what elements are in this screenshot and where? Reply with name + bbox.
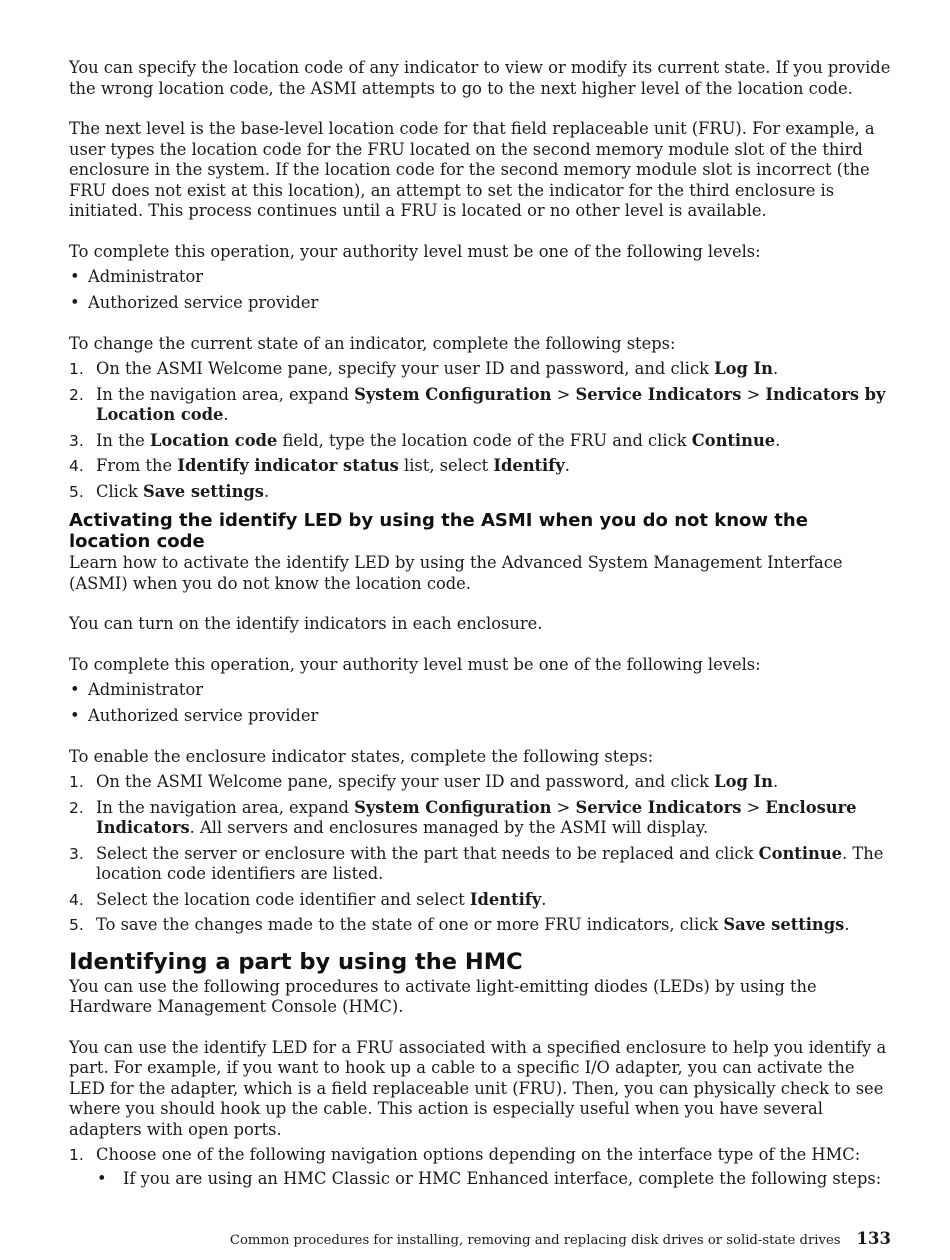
step-item: 4. Select the location code identifier and select Identify.	[69, 889, 547, 909]
bullet-icon: •	[70, 293, 80, 312]
section-description: Learn how to activate the identify LED by using the Advanced System Management Interface (ASMI) when you do not know the location code.	[69, 553, 843, 593]
step-item: 1. On the ASMI Welcome pane, specify your user ID and password, and click Log In.	[69, 359, 779, 378]
hmc-intro-paragraph: You can use the following procedures to activate light-emitting diodes (LEDs) by using the Hardware Management Console (HMC).	[69, 976, 817, 1016]
navigation-options	[96, 1169, 891, 1190]
section-heading-hmc: Identifying a part by using the HMC	[69, 948, 523, 975]
bullet-icon: •	[97, 1168, 107, 1188]
enclosure-steps	[69, 772, 891, 936]
list-item: • Administrator	[70, 267, 204, 286]
steps-intro: To change the current state of an indicator, complete the following steps:	[69, 333, 676, 353]
intro-paragraph: You can specify the location code of any indicator to view or modify its current state. If you provide the wrong location code, the ASMI attempts to go to the next higher level of the location code.	[69, 58, 891, 98]
hmc-identify-paragraph: You can use the identify LED for a FRU associated with a specified enclosure to help you identify a part. For example, if you want to hook up a cable to a specific I/O adapter, you can activate the LED for the adapter, which is a field replaceable unit (FRU). Then, you can physically check to see where you should hook up the cable. This action is especially useful when you have several adapters with open ports.	[69, 1037, 887, 1139]
step-item: 3. In the Location code field, type the location code of the FRU and click Continue.	[69, 430, 781, 450]
list-item: • Authorized service provider	[70, 293, 319, 312]
list-item: • Authorized service provider	[70, 706, 319, 725]
bullet-icon: •	[70, 680, 80, 699]
change-state-steps	[69, 359, 891, 502]
step-item: 5. To save the changes made to the state of one or more FRU indicators, click Save settings.	[69, 915, 850, 934]
authority-list	[69, 680, 891, 727]
hmc-steps	[69, 1145, 891, 1189]
footer-text: Common procedures for installing, removing and replacing disk drives or solid-state drives	[229, 1233, 841, 1248]
page-number: 133	[856, 1229, 891, 1248]
bullet-icon: •	[70, 706, 80, 725]
step-item: 5. Click Save settings.	[69, 481, 270, 501]
page-footer	[69, 1229, 891, 1251]
step-item: 2. In the navigation area, expand System Configuration > Service Indicators > Indicators by Location code.	[69, 384, 886, 424]
authority-intro: To complete this operation, your authority level must be one of the following levels:	[69, 241, 761, 261]
step-item: 1. On the ASMI Welcome pane, specify your user ID and password, and click Log In.	[69, 772, 779, 791]
list-item: • If you are using an HMC Classic or HMC Enhanced interface, complete the following steps:	[97, 1168, 882, 1188]
steps-intro: To enable the enclosure indicator states, complete the following steps:	[69, 746, 654, 766]
bullet-icon: •	[70, 267, 80, 286]
step-item: 4. From the Identify indicator status list, select Identify.	[69, 456, 570, 475]
list-item: • Administrator	[70, 680, 204, 699]
authority-list	[69, 267, 891, 314]
step-item: 1. Choose one of the following navigation options depending on the interface type of the HMC: • If you are using an HMC Classic or HMC Enhanced interface, complete the following steps:	[69, 1145, 891, 1189]
base-level-paragraph: The next level is the base-level location code for that field replaceable unit (FRU). For example, a user types the location code for the FRU located on the second memory module slot of the third enclosure in the system. If the location code for the second memory module slot is incorrect (the FRU does not exist at this location), an attempt to set the indicator for the third enclosure is initiated. This process continues until a FRU is located or no other level is available.	[69, 119, 875, 220]
authority-intro: To complete this operation, your authority level must be one of the following levels:	[69, 654, 761, 674]
document-page	[69, 58, 891, 1197]
enclosure-paragraph: You can turn on the identify indicators in each enclosure.	[69, 614, 543, 633]
step-item: 3. Select the server or enclosure with the part that needs to be replaced and click Continue. The location code identifiers are listed.	[69, 843, 884, 883]
section-heading-asmi-unknown-location: Activating the identify LED by using the ASMI when you do not know the location code	[69, 510, 808, 552]
step-item: 2. In the navigation area, expand System Configuration > Service Indicators > Enclosure Indicators. All servers and enclosures managed by the ASMI will display.	[69, 797, 857, 837]
